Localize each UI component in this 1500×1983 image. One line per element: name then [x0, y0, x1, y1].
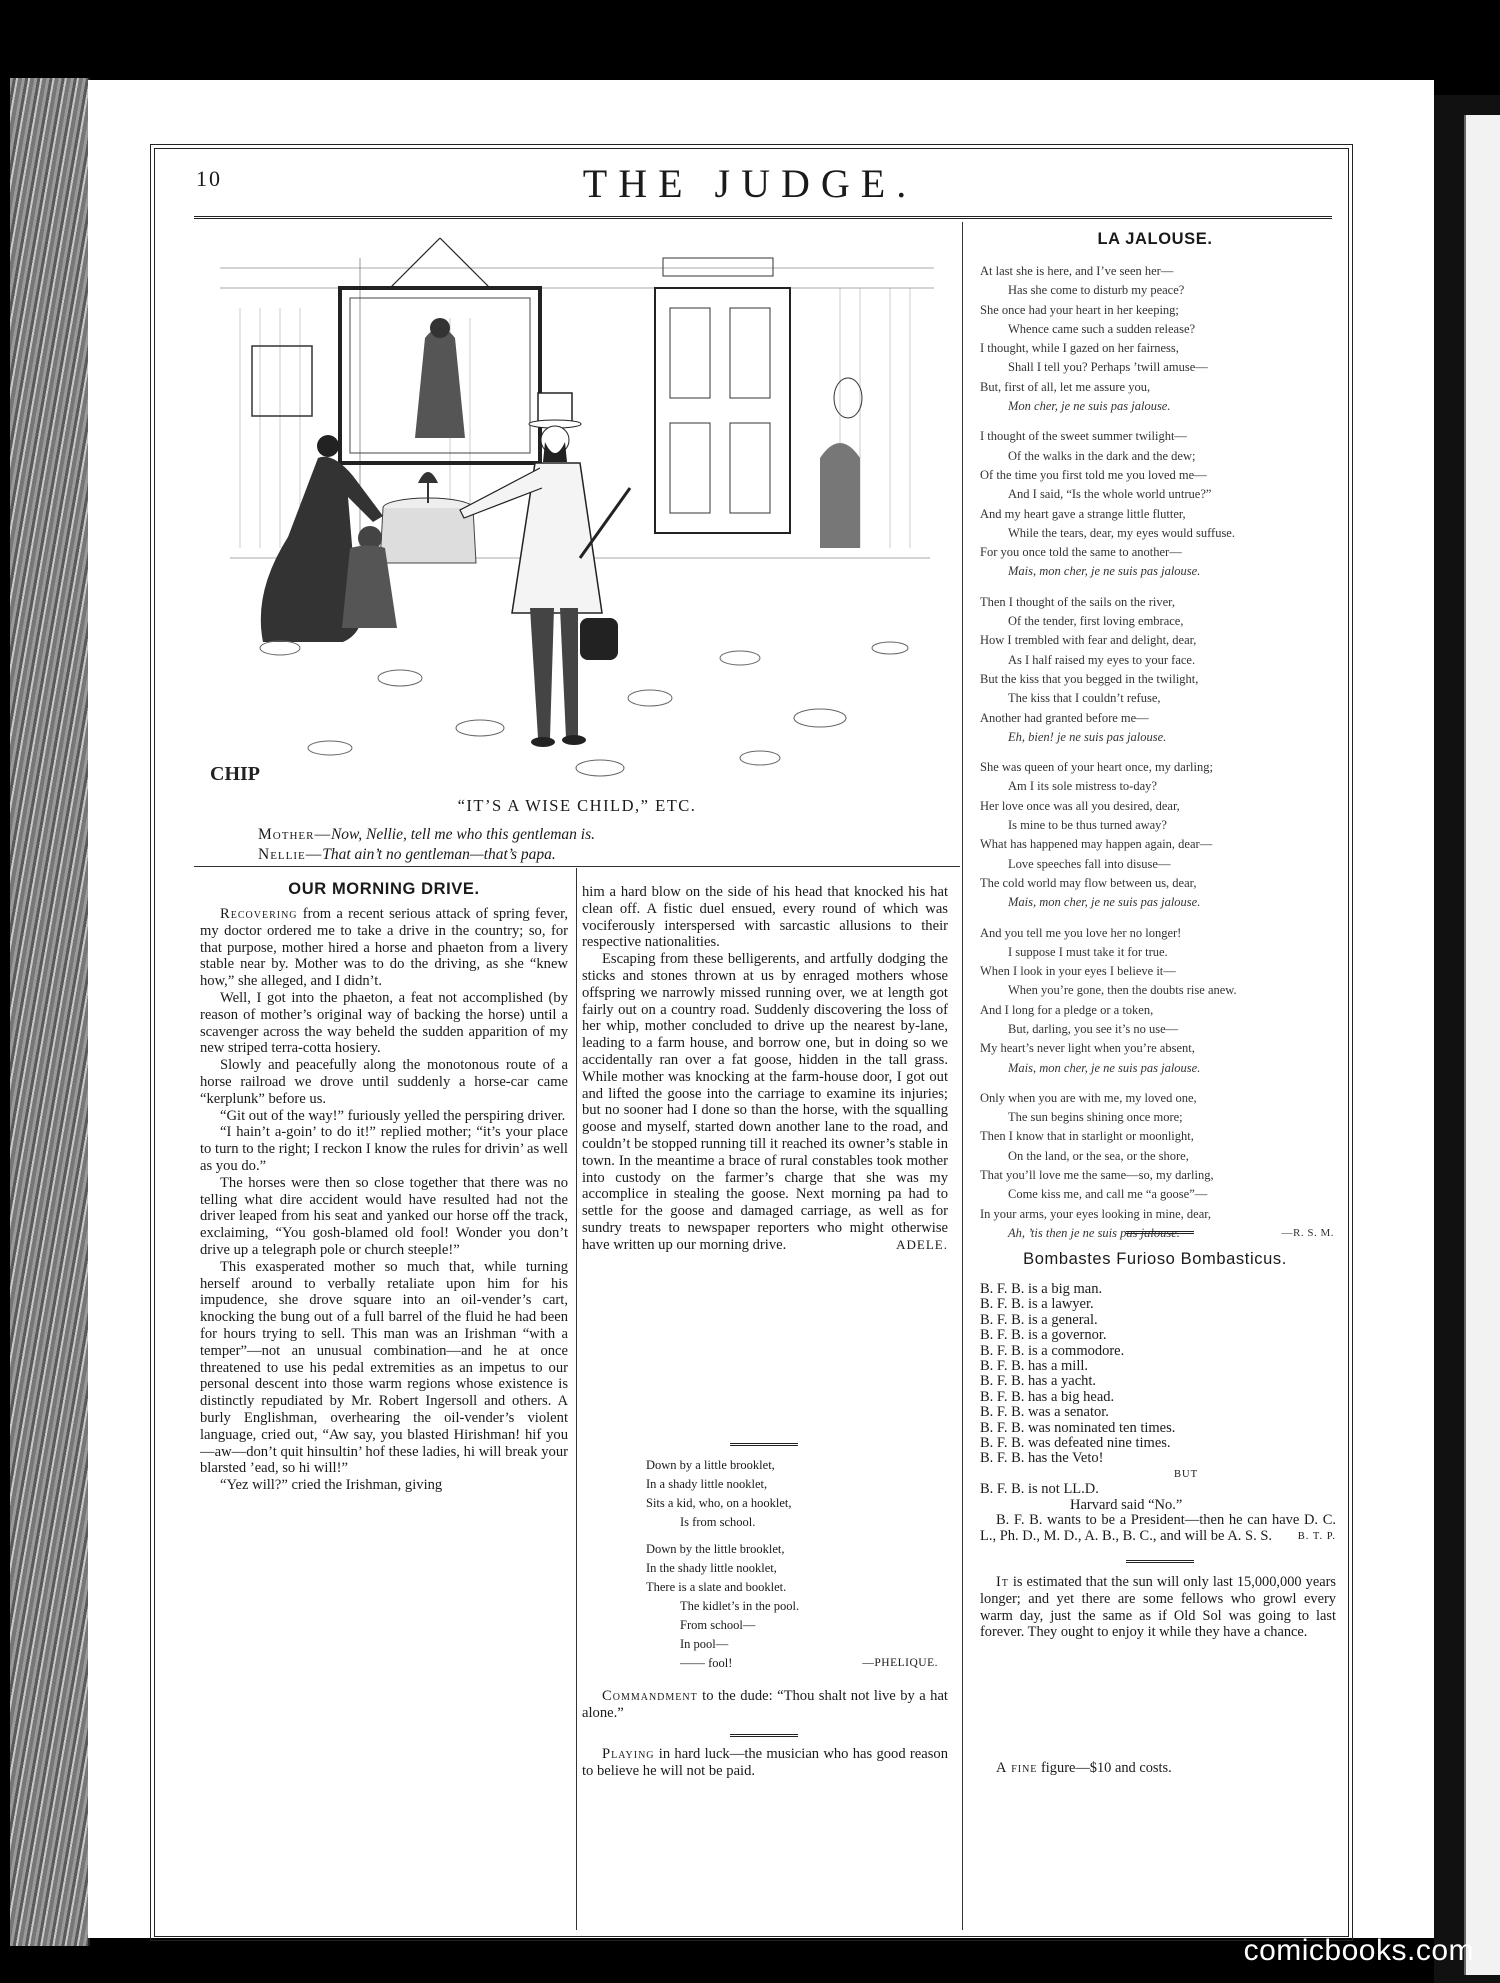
paragraph: The horses were then so close together that there was no telling what dire accident would have resulted had not the driver leaped from his seat and yanked our horse off the track, exclaiming, “You gosh-blamed old fool! Wonder you don’t drive up a telegraph pole or church steeple!”: [200, 1174, 568, 1258]
signature-btp: B. T. P.: [1297, 1530, 1336, 1542]
watermark: comicbooks.com: [1243, 1934, 1474, 1967]
lead-word: Commandment: [602, 1688, 698, 1704]
stanza: I thought of the sweet summer twilight— Of the walks in the dark and the dew; Of the time you first told me you loved me— And I said, “Is the whole world untrue?” And my heart gave a strange little flutter, While the tears, dear, my eyes would suffuse. For you once told the same to another— Mais, mon cher, je ne suis pas jalouse.: [980, 429, 1235, 579]
illustration-caption-title: “IT’S A WISE CHILD,” ETC.: [457, 796, 697, 815]
masthead-rule: [194, 216, 1332, 219]
paragraph: “Git out of the way!” furiously yelled the perspiring driver.: [220, 1107, 566, 1124]
cartoon-illustration: [200, 228, 954, 788]
masthead-title: THE JUDGE.: [582, 161, 918, 206]
paragraph: Well, I got into the phaeton, a feat not accomplished (by reason of mother’s original way of backing the horse) until a scavenger across the way beheld the sudden apparition of my new striped terra-cotta hosiery.: [200, 989, 568, 1057]
caption-text: That ain’t no gentleman—that’s papa.: [322, 846, 556, 863]
stanza: She was queen of your heart once, my darling; Am I its sole mistress to-day? Her love once was all you desired, dear, Is mine to be thus turned away? What has happened may happen again, dear— Love speeches fall into disuse— The cold world may flow between us, dear, Mais, mon cher, je ne suis pas jalouse.: [980, 760, 1213, 910]
page-number: 10: [196, 166, 222, 191]
caption-speaker: Mother—: [258, 826, 331, 843]
paragraph: Escaping from these belligerents, and artfully dodging the sticks and stones thrown at us by enraged mothers whose offspring we narrowly missed running over, we at length got fairly out on a country road. Suddenly discovering the loss of her whip, mother concluded to drive up the nearest by-lane, leading to a farm house, and borrow one, but in doing so we accidentally ran over a fat goose, hidden in the tall grass. While mother was knocking at the farm-house door, I got out and lifted the goose into the carriage to examine its injuries; but no sooner had I done so than the horse, with the squalling goose and myself, started down another lane to the road, and couldn’t be stopped running till it reached its owner’s stable in town. In the meantime a brace of rural constables took mother into custody on the farmer’s charge that she was my accomplice in stealing the goose. Next morning pa had to settle for the goose and damaged carriage, as well as for sundry treats to newspaper reporters who might otherwise have written up our morning drive. ADELE.: [582, 951, 948, 1253]
stanza: Then I thought of the sails on the river, Of the tender, first loving embrace, How I trembled with fear and delight, dear, As I half raised my eyes to your face. But the kiss that you begged in the twilight, The kiss that I couldn’t refuse, Another had granted before me— Eh, bien! je ne suis pas jalouse.: [980, 594, 1199, 744]
paragraph: “Yez will?” cried the Irishman, giving: [220, 1477, 443, 1494]
paragraph: “I hain’t a-goin’ to do it!” replied mother; “it’s your place to turn to the right; I reckon I know the rules for drivin’ as well as you do.”: [200, 1124, 568, 1174]
morning-drive-title: OUR MORNING DRIVE.: [288, 880, 480, 898]
lead-word: Recovering: [220, 906, 298, 922]
sun-paragraph: It is estimated that the sun will only last 15,000,000 years longer; and yet there are some fellows who growl every warm day, just the same as if Old Sol was going to last forever. They ought to enjoy it while they have a chance.: [980, 1574, 1336, 1641]
morning-drive-column-2: [582, 884, 948, 1254]
fine-paragraph: A fine figure—$10 and costs.: [996, 1760, 1172, 1776]
caption-speaker: Nellie—: [258, 846, 323, 863]
next-page-edge: [1434, 95, 1500, 1983]
caption-nellie-line: [258, 846, 556, 864]
stanza: And you tell me you love her no longer! I suppose I must take it for true. When I look in your eyes I believe it— When you’re gone, then the doubts rise anew. And I long for a pledge or a token, But, darling, you see it’s no use— My heart’s never light when you’re absent, Mais, mon cher, je ne suis pas jalouse.: [980, 925, 1237, 1075]
section-rule: [730, 1734, 798, 1737]
stanza: At last she is here, and I’ve seen her— Has she come to disturb my peace? She once had your heart in her keeping; Whence came such a sudden release? I thought, while I gazed on her fairness, Shall I tell you? Perhaps ’twill amuse— But, first of all, let me assure you, Mon cher, je ne suis pas jalouse.: [980, 264, 1208, 414]
column-separator-right: [962, 222, 963, 1930]
artist-signature: CHIP: [210, 763, 260, 785]
signature-phelique: —PHELIQUE.: [862, 1657, 938, 1669]
brooklet-poem: Down by a little brooklet, In a shady little nooklet, Sits a kid, who, on a hooklet, Is from school. Down by the little brooklet, In the shady little nooklet, There is a slate and booklet. The kidlet’s in the pool. From school— In pool— —— fool! —PHELIQUE.: [646, 1456, 946, 1673]
book-spine-marbled-edge: [10, 78, 90, 1946]
bombastes-title: Bombastes Furioso Bombasticus.: [1023, 1250, 1287, 1268]
column-separator-middle: [576, 868, 577, 1930]
morning-drive-column-1: [200, 906, 568, 1494]
stanza: Only when you are with me, my loved one, The sun begins shining once more; Then I know that in starlight or moonlight, On the land, or the sea, or the shore, That you’ll love me the same—so, my darling, Come kiss me, and call me “a goose”— In your arms, your eyes looking in mine, dear, Ah, ’tis then je ne suis pas jalouse. —R. S. M.: [980, 1089, 1338, 1243]
paragraph: Slowly and peacefully along the monotonous route of a horse railroad we drove until suddenly a horse-car came “kerplunk” before us.: [200, 1057, 568, 1107]
paragraph: Recovering from a recent serious attack of spring fever, my doctor ordered me to take a drive in the country; so, for that purpose, mother hired a horse and phaeton from a livery stable near by. Mother was to do the driving, as she “knew how,” she alleged, and I didn’t.: [200, 906, 568, 990]
caption-text: Now, Nellie, tell me who this gentleman is.: [330, 826, 596, 843]
section-rule: [1126, 1231, 1194, 1234]
commandment-paragraph: Commandment to the dude: “Thou shalt not live by a hat alone.”: [582, 1688, 948, 1721]
section-rule: [730, 1443, 798, 1446]
paragraph: him a hard blow on the side of his head that knocked his hat clean off. A fistic duel ensued, every round of which was vociferously interspersed with sarcastic allusions to their respective nationalities.: [582, 884, 948, 951]
bombastes-poem: B. F. B. is a big man. B. F. B. is a lawyer. B. F. B. is a general. B. F. B. is a governor. B. F. B. is a commodore. B. F. B. has a mill. B. F. B. has a yacht. B. F. B. has a big head. B. F. B. was a senator. B. F. B. was nominated ten times. B. F. B. was defeated nine times. B. F. B. has the Veto! BUT B. F. B. is not LL.D. Harvard said “No.” B. F. B. wants to be a President—then he can have D. C. L., Ph. D., M. D., A. B., B. C., and will be A. S. S. B. T. P.: [980, 1281, 1336, 1544]
la-jalouse-title: LA JALOUSE.: [1097, 230, 1213, 248]
lead-word: It: [996, 1574, 1009, 1590]
lead-word: Playing: [602, 1746, 655, 1762]
illustration-bottom-rule: [194, 866, 960, 867]
signature-rsm: —R. S. M.: [1281, 1226, 1334, 1239]
section-rule: [1126, 1560, 1194, 1563]
playing-paragraph: Playing in hard luck—the musician who has good reason to believe he will not be paid.: [582, 1746, 948, 1779]
caption-mother-line: [258, 826, 595, 844]
signature-adele: ADELE.: [896, 1236, 948, 1252]
la-jalouse-poem: [980, 262, 1338, 1254]
lead-word: A fine: [996, 1760, 1038, 1776]
paragraph: This exasperated mother so much that, while turning herself around to verbally retaliate upon him for his impudence, she drove square into an oil-vender’s cart, knocking the bung out of a full barrel of the fluid he had been for hours trying to sell. This man was an Irishman “with a temper”—not an unusual combination—and he at once threatened to use his pedal extremities as an impetus to our personal descent into those warm regions whose existence is distinctly repudiated by Mr. Robert Ingersoll and others. A burly Englishman, overhearing the oil-vender’s violent language, cried out, “Aw say, you blasted Hirishman! hif you—aw—don’t quit hinsultin’ hof these ladies, hi will break your blarsted ’ead, so hi will!”: [200, 1258, 568, 1477]
